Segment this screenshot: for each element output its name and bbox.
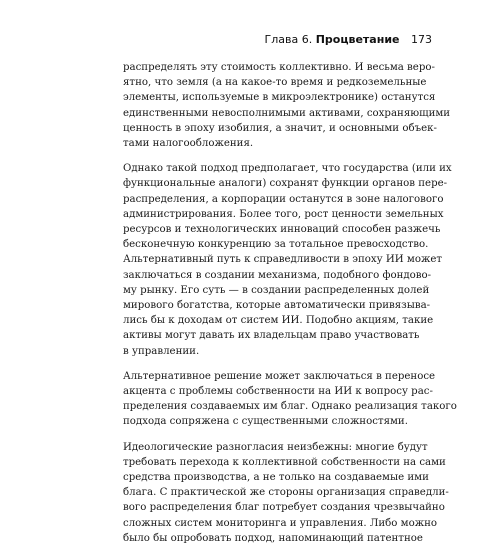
paragraph [123,60,451,151]
paragraph [123,161,452,359]
text-line: ценность в эпоху изобилия, а значит, и основными объек- [123,122,437,134]
text-line: акцента с проблемы собственности на ИИ к вопросу рас- [123,386,433,398]
text-line: ятно, что земля (а на какое-то время и редкоземельные [123,77,427,89]
text-line: распределения, а корпорации останутся в зоне налогового [123,193,444,205]
text-line: Альтернативное решение может заключаться в переносе [123,370,436,382]
text-line: бесконечную конкуренцию за тотальное превосходство. [123,239,429,251]
text-line: Альтернативный путь к справедливости в эпоху ИИ может [123,254,442,266]
text-line: мирового богатства, которые автоматически привязыва- [123,300,431,312]
text-line: заключаться в создании механизма, подобного фондово- [123,269,432,281]
text-line: му рынку. Его суть — в создании распределенных долей [123,284,430,296]
text-line: требовать перехода к коллективной собственности на сами [123,456,446,468]
text-line: тами налогообложения. [123,138,254,150]
text-line: средства производства, а не только на создаваемые ими [123,472,429,484]
chapter-title: Процветание [315,33,400,46]
running-head [265,33,432,46]
text-line: функциональные аналоги) сохранят функции органов пере- [123,178,448,190]
text-line: единственными невосполнимыми активами, сохраняющими [123,107,451,119]
text-line: подхода сопряжена с существенными сложностями. [123,416,408,428]
page-number: 173 [411,33,432,46]
text-line: распределять эту стоимость коллективно. И весьма веро- [123,62,435,73]
paragraph [123,440,449,546]
text-line: Идеологические разногласия неизбежны: многие будут [123,441,428,453]
text-line: администрирования. Более того, рост ценности земельных [123,208,444,220]
text-line: Однако такой подход предполагает, что государства (или их [123,163,452,175]
text-line: пределения создаваемых им благ. Однако реализация такого [123,401,457,413]
text-line: элементы, используемые в микроэлектронике) останутся [123,92,436,104]
text-line: сложных систем мониторинга и управления. Либо можно [123,517,438,529]
paragraph [123,369,457,430]
text-line: было бы опробовать подход, напоминающий патентное [123,532,423,544]
text-line: в управлении. [123,345,200,357]
text-line: ресурсов и технологических инноваций способен разжечь [123,224,441,236]
text-line: активы могут давать их владельцам право участвовать [123,330,420,342]
body-text [123,60,457,556]
chapter-label: Глава 6. [264,33,313,46]
text-line: лись бы к доходам от систем ИИ. Подобно акциям, такие [123,315,434,327]
text-line: блага. С практической же стороны организация справедли- [123,487,449,499]
text-line: вого распределения благ потребует создания чрезвычайно [123,502,445,514]
